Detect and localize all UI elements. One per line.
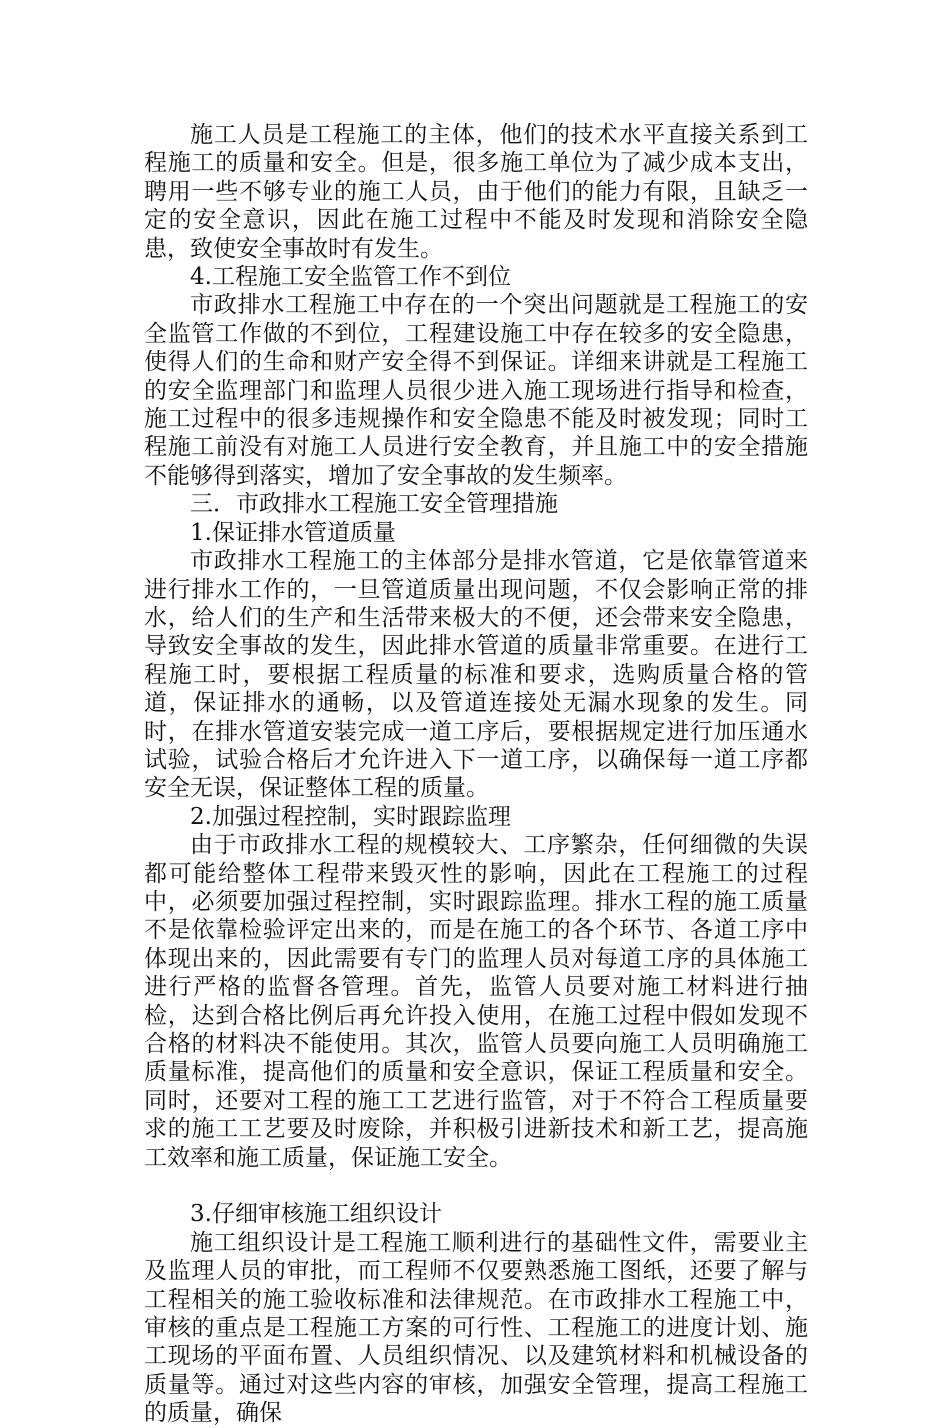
section-heading-safety-measures: 三．市政排水工程施工安全管理措施 xyxy=(190,491,558,518)
heading-design-review: 3.仔细审核施工组织设计 xyxy=(190,1201,442,1228)
blank-line xyxy=(144,1172,808,1200)
heading-process-control: 2.加强过程控制，实时跟踪监理 xyxy=(190,803,511,830)
paragraph-process-control: 由于市政排水工程的规模较大、工序繁杂，任何细微的失误都可能给整体工程带来毁灭性的影响，因此在工程施工的过程中，必须要加强过程控制，实时跟踪监理。排水工程的施工质量不是依靠检验评定出来的，而是在施工的各个环节、各道工序中体现出来的，因此需要有专门的监理人员对每道工序的具体施工进行严格的监督各管理。首先，监管人员要对施工材料进行抽检，达到合格比例后再允许投入使用，在施工过程中假如发现不合格的材料决不能使用。其次，监管人员要向施工人员明确施工质量标准，提高他们的质量和安全意识，保证工程质量和安全。同时，还要对工程的施工工艺进行监管，对于不符合工程质量要求的施工工艺要及时废除，并积极引进新技术和新工艺，提高施工效率和施工质量，保证施工安全。 xyxy=(144,832,808,1171)
paragraph-pipe-quality: 市政排水工程施工的主体部分是排水管道，它是依靠管道来进行排水工作的，一旦管道质量出现问题，不仅会影响正常的排水，给人们的生产和生活带来极大的不便，还会带来安全隐患，导致安全事故的发生，因此排水管道的质量非常重要。在进行工程施工时，要根据工程质量的标准和要求，选购质量合格的管道，保证排水的通畅，以及管道连接处无漏水现象的发生。同时，在排水管道安装完成一道工序后，要根据规定进行加压通水试验，试验合格后才允许进入下一道工序，以确保每一道工序都安全无误，保证整体工程的质量。 xyxy=(144,548,808,802)
document-body xyxy=(144,121,808,1428)
heading-supervision-issue: 4.工程施工安全监管工作不到位 xyxy=(190,264,511,291)
paragraph-design-review: 施工组织设计是工程施工顺利进行的基础性文件，需要业主及监理人员的审批，而工程师不仅要熟悉施工图纸，还要了解与工程相关的施工验收标准和法律规范。在市政排水工程施工中，审核的重点是工程施工方案的可行性、工程施工的进度计划、施工现场的平面布置、人员组织情况、以及建筑材料和机械设备的质量等。通过对这些内容的审核，加强安全管理，提高工程施工的质量，确保 xyxy=(144,1229,808,1427)
paragraph-supervision-issue: 市政排水工程施工中存在的一个突出问题就是工程施工的安全监管工作做的不到位，工程建设施工中存在较多的安全隐患，使得人们的生命和财产安全得不到保证。详细来讲就是工程施工的安全监理部门和监理人员很少进入施工现场进行指导和检查，施工过程中的很多违规操作和安全隐患不能及时被发现；同时工程施工前没有对施工人员进行安全教育，并且施工中的安全措施不能够得到落实，增加了安全事故的发生频率。 xyxy=(144,292,808,489)
heading-pipe-quality: 1.保证排水管道质量 xyxy=(190,519,396,546)
paragraph-construction-personnel: 施工人员是工程施工的主体，他们的技术水平直接关系到工程施工的质量和安全。但是，很多施工单位为了减少成本支出，聘用一些不够专业的施工人员，由于他们的能力有限，且缺乏一定的安全意识，因此在施工过程中不能及时发现和消除安全隐患，致使安全事故时有发生。 xyxy=(144,122,808,262)
